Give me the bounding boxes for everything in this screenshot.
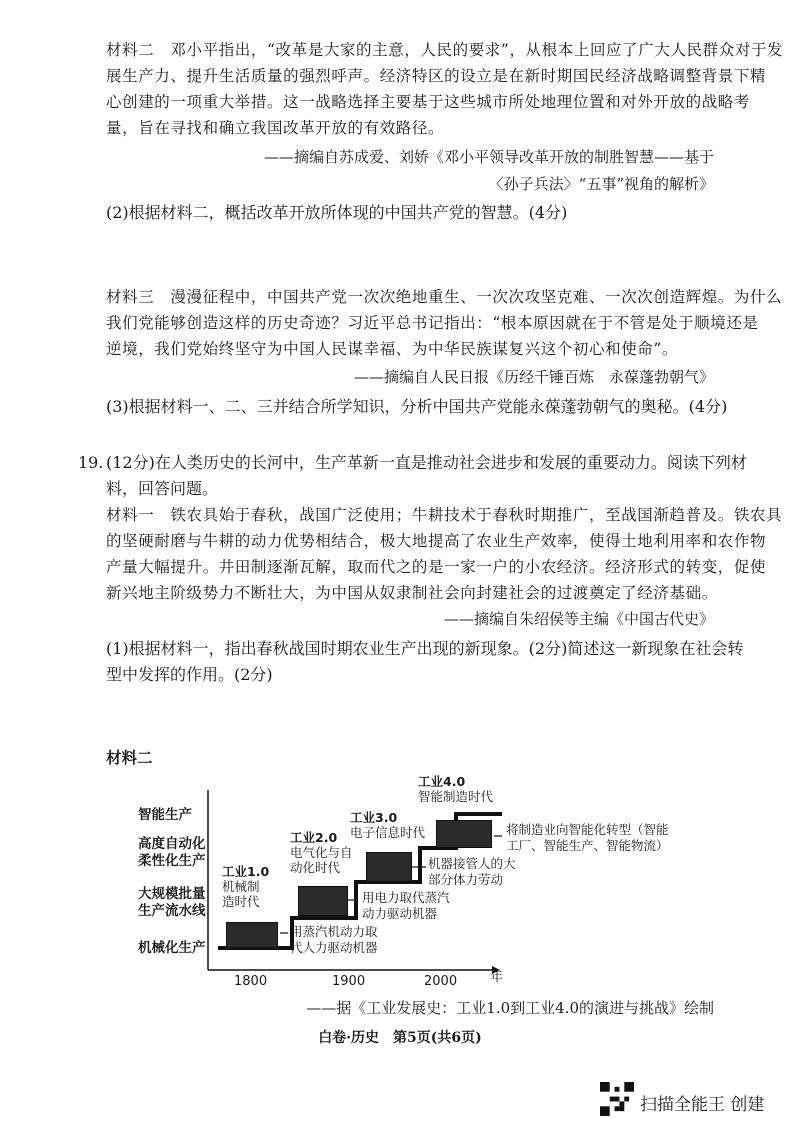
y-label-intelligent: 智能生产 [138,807,192,823]
question-2: (2)根据材料二，概括改革开放所体现的中国共产党的智慧。(4分) [106,203,568,222]
y-label-mass-production: 大规模批量 生产流水线 [138,886,206,919]
era-1-photo [226,922,278,948]
material2-source-1: ——摘编自苏成爱、刘娇《邓小平领导改革开放的制胜智慧——基于 [263,148,714,166]
qr-code-icon [600,1082,634,1116]
y-label-mechanization: 机械化生产 [138,940,206,956]
page-footer: 白卷·历史 第5页(共6页) [318,1030,482,1046]
scanner-watermark: 扫描全能王 创建 [640,1095,765,1115]
x-tick-1800: 1800 [234,974,268,989]
material2-source-2: 〈孙子兵法〉“五事”视角的解析》 [488,175,714,193]
era-2-note: 用电力取代蒸汽 动力驱动机器 [362,890,450,921]
era-4-photo [436,820,492,848]
q19-material1-source: ——摘编自朱绍侯等主编《中国古代史》 [443,610,714,628]
q19-material1-line-2: 的坚硬耐磨与牛耕的动力优势相结合，极大地提高了农业生产效率，使得土地利用率和农作物 [106,532,767,550]
chart-source: ——据《工业发展史：工业1.0到工业4.0的演进与挑战》绘制 [306,999,714,1017]
era-4-note: 将制造业向智能化转型（智能 工厂、智能生产、智能物流） [506,822,669,853]
era-2-label: 工业2.0 电气化与自 动化时代 [290,830,353,875]
x-axis-unit: 年 [490,970,504,985]
material3-line-1: 材料三 漫漫征程中，中国共产党一次次绝地重生、一次次攻坚克难、一次次创造辉煌。为什么 [106,288,783,306]
material2-line-4: 量，旨在寻找和确立我国改革开放的有效路径。 [106,119,445,137]
era-3-label: 工业3.0 电子信息时代 [350,810,426,840]
q19-question-1-line-1: (1)根据材料一，指出春秋战国时期农业生产出现的新现象。(2分)简述这一新现象在社会转 [106,639,744,658]
era-1-label: 工业1.0 机械制 造时代 [222,864,270,909]
q19-material1-line-1: 材料一 铁农具始于春秋，战国广泛使用；牛耕技术于春秋时期推广，至战国渐趋普及。铁农具 [106,506,783,524]
material3-line-3: 逆境，我们党始终坚守为中国人民谋幸福、为中华民族谋复兴这个初心和使命”。 [106,340,679,358]
era-3-note: 机器接管人的大 部分体力劳动 [428,856,516,887]
question-19-intro-2: 料，回答问题。 [106,479,219,498]
industrial-revolution-chart [130,770,730,995]
y-label-automation: 高度自动化 柔性化生产 [138,836,206,869]
material2-line-3: 心创建的一项重大举措。这一战略选择主要基于这些城市所处地理位置和对外开放的战略考 [106,93,751,111]
era-1-note: 用蒸汽机动力取 代人力驱动机器 [290,924,378,955]
question-19-number: 19. [78,453,104,472]
x-tick-2000: 2000 [424,974,458,989]
material2-line-1: 材料二 邓小平指出，“改革是大家的主意，人民的要求”，从根本上回应了广大人民群众对于发 [106,41,784,59]
q19-material2-label: 材料二 [106,748,153,767]
q19-material1-line-4: 新兴地主阶级势力不断壮大，为中国从奴隶制社会向封建社会的过渡奠定了经济基础。 [106,584,718,602]
material3-source: ——摘编自人民日报《历经千锤百炼 永葆蓬勃朝气》 [353,368,714,386]
material3-line-2: 我们党能够创造这样的历史奇迹？习近平总书记指出：“根本原因就在于不管是处于顺境还是 [106,314,759,332]
x-tick-1900: 1900 [332,974,366,989]
era-3-photo [366,852,412,882]
question-3: (3)根据材料一、二、三并结合所学知识，分析中国共产党能永葆蓬勃朝气的奥秘。(4分) [106,397,728,416]
q19-material1-line-3: 产量大幅提升。井田制逐渐瓦解，取而代之的是一家一户的小农经济。经济形式的转变，促使 [106,558,767,576]
material2-line-2: 展生产力、提升生活质量的强烈呼声。经济特区的设立是在新时期国民经济战略调整背景下精 [106,67,767,85]
question-19-intro-1: (12分)在人类历史的长河中，生产革新一直是推动社会进步和发展的重要动力。阅读下列材 [106,453,747,472]
era-4-label: 工业4.0 智能制造时代 [418,774,494,804]
q19-question-1-line-2: 型中发挥的作用。(2分) [106,665,273,684]
era-2-photo [298,886,348,916]
